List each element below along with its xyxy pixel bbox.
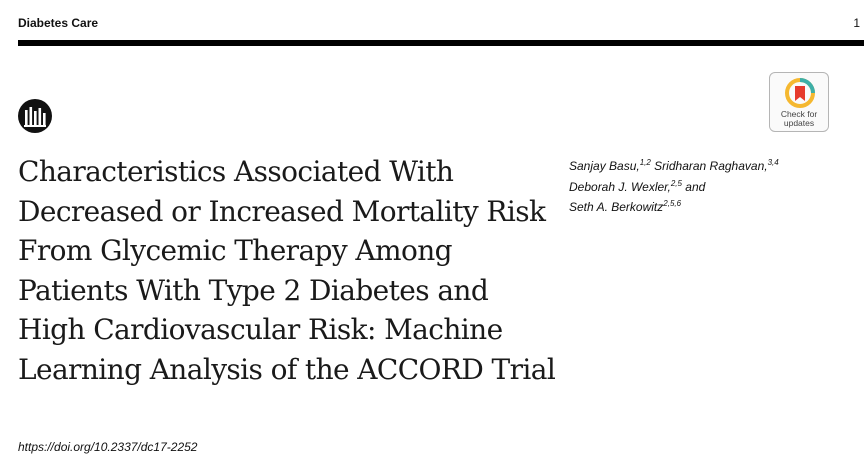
crossmark-icon [785, 78, 815, 108]
ada-logo-icon [17, 98, 53, 134]
author-affiliation: 2,5,6 [663, 199, 682, 208]
author-affiliation: 3,4 [767, 158, 779, 167]
author-name[interactable]: Sridharan Raghavan, [650, 159, 768, 173]
page-number: 1 [853, 16, 860, 30]
check-for-updates-label: Check for updates [780, 109, 818, 128]
author-list [569, 156, 859, 218]
author-affiliation: 1,2 [639, 158, 651, 167]
check-for-updates-badge[interactable] [769, 72, 829, 132]
author-conjunction: and [681, 179, 706, 194]
journal-name: Diabetes Care [18, 16, 99, 30]
author-name[interactable]: Sanjay Basu, [569, 159, 640, 173]
article-title: Characteristics Associated With Decreased or Increased Mortality Risk From Glycemic Therapy Among Patients With Type 2 Diabetes and High Cardiovascular Risk: Machine Learning Analysis of the ACCORD Trial [18, 155, 556, 386]
author-name[interactable]: Deborah J. Wexler, [569, 179, 671, 194]
header-rule [18, 40, 864, 46]
author-affiliation: 2,5 [670, 178, 682, 188]
doi-link[interactable]: https://doi.org/10.2337/dc17-2252 [18, 440, 198, 454]
author-name[interactable]: Seth A. Berkowitz [569, 200, 664, 214]
